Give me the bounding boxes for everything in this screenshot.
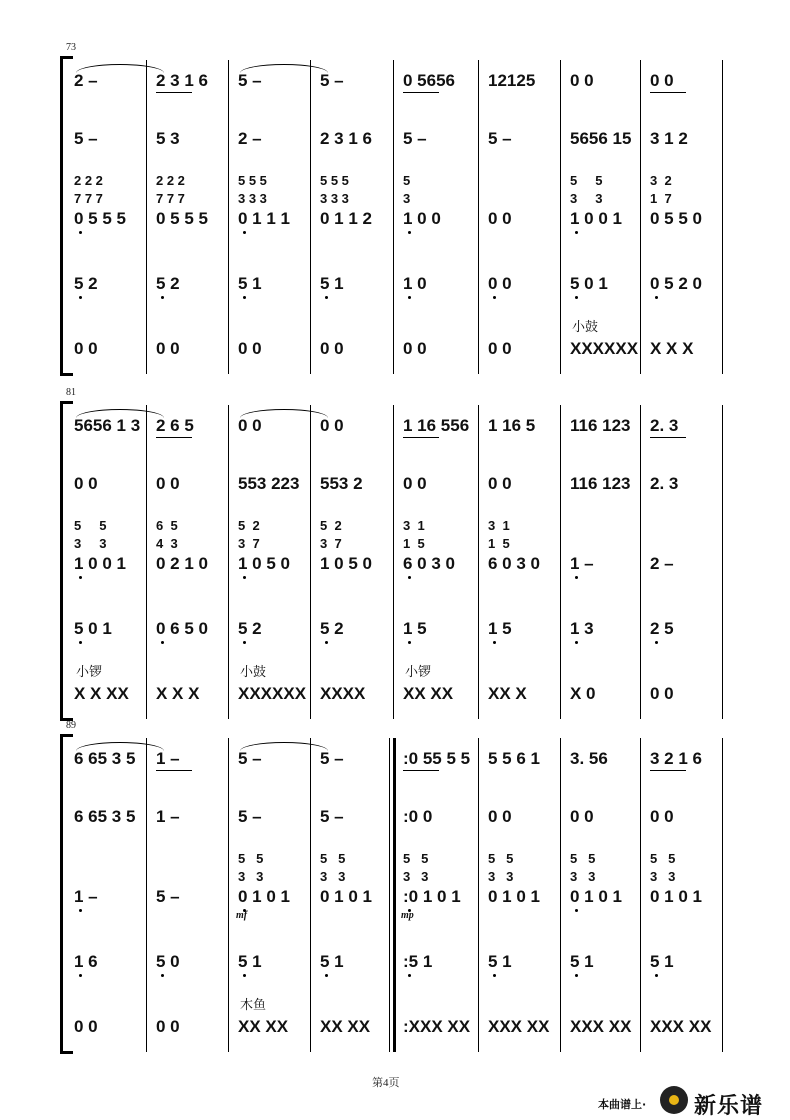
page-number: 第4页 [372,1077,400,1089]
note-group: 2 3 1 6 [156,71,208,90]
chord-middle: 4 3 [156,536,178,551]
low-octave-dot [655,974,658,977]
note-group: 5 1 [238,274,262,293]
chord-middle: 7 7 7 [74,191,103,206]
note-group: XXXXXX [570,339,639,358]
low-octave-dot [655,641,658,644]
low-octave-dot [161,296,164,299]
chord-upper: 5 2 [320,518,342,533]
note-group: XXXX [320,684,366,703]
percussion-label: 小鼓 [572,320,599,335]
low-octave-dot [575,909,578,912]
percussion-label: 小锣 [76,665,103,680]
chord-middle: 3 3 [403,869,429,884]
bracket-bar [60,734,63,1054]
chord-upper: 2 2 2 [74,173,103,188]
chord-middle: 3 3 [488,869,514,884]
note-group: 5 – [320,807,344,826]
low-octave-dot [575,576,578,579]
low-octave-dot [325,974,328,977]
note-group: 0 1 0 1 [650,887,702,906]
barline [228,60,229,374]
measure-number: 73 [66,42,76,53]
note-group: 1 0 5 0 [320,554,372,573]
note-group: X 0 [570,684,596,703]
note-group: X X X [650,339,694,358]
chord-upper: 5 5 [238,851,264,866]
barline [478,60,479,374]
note-group: 0 5 5 0 [650,209,702,228]
note-group: 5 0 [156,952,180,971]
chord-middle: 3 3 [570,191,603,206]
note-group: 5 – [156,887,180,906]
note-group: 0 0 [156,1017,180,1036]
chord-middle: 1 7 [650,191,672,206]
chord-upper: 5 5 [488,851,514,866]
chord-upper: 5 5 [320,851,346,866]
note-group: 2 – [74,71,98,90]
chord-middle: 7 7 7 [156,191,185,206]
note-group: X X X [156,684,200,703]
low-octave-dot [161,974,164,977]
low-octave-dot [79,641,82,644]
note-group: 5 – [320,749,344,768]
chord-upper: 5 2 [238,518,260,533]
measure-number: 89 [66,720,76,731]
record-logo-icon [660,1086,688,1114]
tie-slur [240,64,328,73]
note-group: 6 0 3 0 [403,554,455,573]
note-group: 0 0 [403,339,427,358]
note-group: 0 1 0 1 [488,887,540,906]
note-group: 6 0 3 0 [488,554,540,573]
bracket-hook-bottom [60,1045,73,1054]
note-group: 0 0 [320,416,344,435]
chord-upper: 5 5 [403,851,429,866]
note-group: :5 1 [403,952,433,971]
note-group: 0 1 0 1 [320,887,372,906]
bracket-hook-top [60,401,73,410]
chord-middle: 3 [403,191,411,206]
note-group: 5656 1 3 [74,416,141,435]
note-group: 5 2 [320,619,344,638]
low-octave-dot [79,909,82,912]
note-group: 0 1 1 1 [238,209,290,228]
note-group: 0 5 5 5 [74,209,126,228]
note-group: 0 0 [156,339,180,358]
note-group: 1 6 [74,952,98,971]
note-group: 1 0 0 1 [570,209,622,228]
note-group: 0 2 1 0 [156,554,208,573]
note-group: 0 6 5 0 [156,619,208,638]
low-octave-dot [493,296,496,299]
note-group: 0 0 [403,474,427,493]
tie-slur [76,742,164,751]
note-group: 1 16 556 [403,416,470,435]
dynamic-marking: mf [236,910,248,921]
barline [228,405,229,719]
note-group: XX XX [320,1017,371,1036]
note-group: 0 0 [488,807,512,826]
beam-underline [650,437,686,438]
barline [560,405,561,719]
tie-slur [240,742,328,751]
dynamic-marking: mp [401,910,414,921]
note-group: :0 1 0 1 [403,887,461,906]
bracket-hook-bottom [60,367,73,376]
note-group: 0 0 [488,274,512,293]
source-note: 本曲谱上· [598,1098,647,1111]
low-octave-dot [243,576,246,579]
note-group: 1 0 0 [403,209,441,228]
note-group: 0 0 [156,474,180,493]
barline [722,738,723,1052]
note-group: 1 – [156,749,180,768]
note-group: 0 5 5 5 [156,209,208,228]
note-group: 0 0 [650,684,674,703]
note-group: 1 – [74,887,98,906]
percussion-label: 木鱼 [240,998,267,1013]
note-group: 1 0 5 0 [238,554,290,573]
chord-middle: 3 3 3 [238,191,267,206]
beam-underline [650,92,686,93]
note-group: 0 0 [320,339,344,358]
note-group: 5 – [238,749,262,768]
barline [310,738,311,1052]
note-group: 5 1 [238,952,262,971]
note-group: 0 5 2 0 [650,274,702,293]
chord-middle: 3 3 3 [320,191,349,206]
percussion-label: 小鼓 [240,665,267,680]
barline [146,405,147,719]
barline [560,60,561,374]
note-group: 0 5656 [403,71,455,90]
low-octave-dot [408,296,411,299]
low-octave-dot [575,974,578,977]
note-group: 5656 15 [570,129,632,148]
note-group: 3 1 2 [650,129,688,148]
note-group: 5 2 [74,274,98,293]
chord-middle: 3 3 [650,869,676,884]
note-group: 5 1 [488,952,512,971]
note-group: 5 2 [156,274,180,293]
note-group: XX XX [238,1017,289,1036]
chord-upper: 3 2 [650,173,672,188]
note-group: 5 5 6 1 [488,749,540,768]
note-group: 5 – [238,71,262,90]
beam-underline [403,92,439,93]
note-group: 1 5 [403,619,427,638]
barline [310,405,311,719]
chord-upper: 5 5 [570,173,603,188]
note-group: 1 5 [488,619,512,638]
chord-upper: 3 1 [488,518,510,533]
note-group: 5 – [488,129,512,148]
note-group: 5 3 [156,129,180,148]
note-group: 0 0 [650,807,674,826]
note-group: XXX XX [488,1017,550,1036]
bracket-bar [60,56,63,376]
barline [560,738,561,1052]
note-group: 116 123 [570,474,631,493]
low-octave-dot [408,231,411,234]
barline [478,738,479,1052]
note-group: 0 0 [74,339,98,358]
note-group: 2. 3 [650,416,679,435]
percussion-label: 小锣 [405,665,432,680]
bracket-hook-top [60,56,73,65]
note-group: 5 – [238,807,262,826]
barline [393,738,396,1052]
note-group: 1 0 0 1 [74,554,126,573]
chord-upper: 3 1 [403,518,425,533]
note-group: 2 – [650,554,674,573]
note-group: 12125 [488,71,536,90]
chord-upper: 5 5 5 [320,173,349,188]
note-group: 2 – [238,129,262,148]
note-group: 5 0 1 [74,619,112,638]
note-group: 5 – [74,129,98,148]
note-group: 0 1 0 1 [570,887,622,906]
note-group: 2 6 5 [156,416,194,435]
chord-upper: 6 5 [156,518,178,533]
barline [228,738,229,1052]
note-group: 6 65 3 5 [74,749,136,768]
note-group: :0 55 5 5 [403,749,471,768]
chord-upper: 5 5 [74,518,107,533]
low-octave-dot [79,296,82,299]
note-group: 5 1 [320,274,344,293]
chord-middle: 1 5 [488,536,510,551]
note-group: 5 1 [650,952,674,971]
note-group: 0 0 [570,807,594,826]
note-group: X X XX [74,684,129,703]
beam-underline [156,92,192,93]
note-group: 6 65 3 5 [74,807,136,826]
beam-underline [156,770,192,771]
note-group: XX XX [403,684,454,703]
note-group: 1 – [156,807,180,826]
beam-underline [403,437,439,438]
tie-slur [240,409,328,418]
low-octave-dot [408,576,411,579]
chord-upper: 5 5 [570,851,596,866]
chord-upper: 5 [403,173,411,188]
chord-middle: 3 7 [238,536,260,551]
low-octave-dot [79,576,82,579]
chord-upper: 5 5 [650,851,676,866]
note-group: XXX XX [650,1017,712,1036]
note-group: 5 1 [320,952,344,971]
beam-underline [156,437,192,438]
low-octave-dot [493,974,496,977]
note-group: 116 123 [570,416,631,435]
barline [640,738,641,1052]
barline [310,60,311,374]
note-group: 3 2 1 6 [650,749,702,768]
note-group: 0 0 [488,339,512,358]
note-group: 0 0 [488,209,512,228]
tie-slur [76,409,164,418]
note-group: 5 – [403,129,427,148]
system-bracket [60,734,70,1054]
low-octave-dot [243,296,246,299]
note-group: 0 0 [74,1017,98,1036]
barline [393,405,394,719]
barline [146,60,147,374]
low-octave-dot [575,231,578,234]
note-group: XXX XX [570,1017,632,1036]
low-octave-dot [493,641,496,644]
low-octave-dot [408,641,411,644]
chord-middle: 3 7 [320,536,342,551]
low-octave-dot [325,641,328,644]
note-group: 0 1 0 1 [238,887,290,906]
low-octave-dot [575,641,578,644]
note-group: 0 0 [74,474,98,493]
note-group: 5 2 [238,619,262,638]
low-octave-dot [325,296,328,299]
note-group: 1 0 [403,274,427,293]
barline [146,738,147,1052]
beam-underline [403,770,439,771]
chord-upper: 2 2 2 [156,173,185,188]
note-group: 1 16 5 [488,416,536,435]
barline [640,60,641,374]
low-octave-dot [243,974,246,977]
low-octave-dot [575,296,578,299]
tie-slur [76,64,164,73]
low-octave-dot [161,641,164,644]
note-group: 2. 3 [650,474,679,493]
note-group: 0 0 [570,71,594,90]
repeat-barline-thin [389,738,390,1052]
note-group: 2 3 1 6 [320,129,372,148]
note-group: :0 0 [403,807,433,826]
low-octave-dot [243,231,246,234]
chord-middle: 3 3 [570,869,596,884]
note-group: 0 0 [488,474,512,493]
low-octave-dot [243,641,246,644]
note-group: 0 0 [650,71,674,90]
note-group: 0 0 [238,339,262,358]
barline [722,60,723,374]
note-group: 553 223 [238,474,300,493]
note-group: 5 – [320,71,344,90]
barline [722,405,723,719]
note-group: XX X [488,684,527,703]
note-group: XXXXXX [238,684,307,703]
low-octave-dot [79,231,82,234]
bracket-hook-top [60,734,73,743]
note-group: 1 – [570,554,594,573]
low-octave-dot [408,974,411,977]
chord-middle: 3 3 [74,536,107,551]
note-group: 553 2 [320,474,363,493]
note-group: :XXX XX [403,1017,471,1036]
low-octave-dot [655,296,658,299]
bracket-bar [60,401,63,721]
system-bracket [60,401,70,721]
beam-underline [650,770,686,771]
low-octave-dot [79,974,82,977]
chord-middle: 3 3 [320,869,346,884]
measure-number: 81 [66,387,76,398]
barline [640,405,641,719]
note-group: 5 1 [570,952,594,971]
note-group: 0 0 [238,416,262,435]
chord-middle: 1 5 [403,536,425,551]
note-group: 3. 56 [570,749,608,768]
chord-upper: 5 5 5 [238,173,267,188]
barline [393,60,394,374]
note-group: 2 5 [650,619,674,638]
system-bracket [60,56,70,376]
brand-name[interactable]: 新乐谱 [694,1094,764,1119]
note-group: 1 3 [570,619,594,638]
note-group: 5 0 1 [570,274,608,293]
barline [478,405,479,719]
chord-middle: 3 3 [238,869,264,884]
note-group: 0 1 1 2 [320,209,372,228]
